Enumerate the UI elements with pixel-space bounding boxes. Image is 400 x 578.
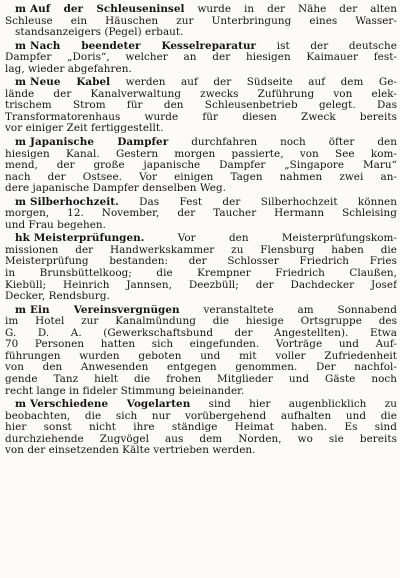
article-line: von den Anwesenden entgegen genommen. Der nachfol- (5, 362, 397, 374)
article-line: vor einiger Zeit fertiggestellt. (5, 123, 164, 135)
article-marker: m (15, 137, 27, 149)
article-marker: m (15, 399, 27, 411)
article-text: Das Fest der Silberhochzeit können (118, 196, 397, 208)
article-marker: m (15, 4, 27, 15)
article-line (5, 4, 397, 16)
article-heading: Silberhochzeit. (30, 196, 119, 208)
article-line: und Frau begehen. (5, 219, 106, 231)
article-heading: Auf der Schleuseninsel (30, 4, 185, 15)
article-line: beobachten, die sich nur vorübergehend aufhalten und die (5, 410, 397, 422)
article-line: hiesigen Kanal. Gestern morgen passierte, von See kom- (5, 148, 397, 160)
article-line (5, 399, 397, 411)
article-neue-kabel (5, 77, 397, 135)
article-vereinsvergnuegen (5, 305, 397, 397)
article-japanische-dampfer (5, 137, 397, 195)
article-kesselreparatur (5, 41, 397, 76)
article-silberhochzeit (5, 197, 397, 232)
article-line (5, 233, 397, 245)
article-line: lände der Kanalverwaltung zwecks Zuführung von elek- (5, 88, 397, 100)
article-marker: m (15, 77, 27, 89)
article-text: veranstaltete am Sonnabend (179, 304, 397, 316)
article-marker: m (15, 196, 27, 208)
article-text: Vor den Meisterprüfungskom- (144, 233, 397, 245)
article-line: trischem Strom für den Schleusenbetrieb gelegt. Das (5, 100, 397, 112)
article-line (5, 77, 397, 89)
article-line: Schleuse ein Häuschen zur Unterbringung eines Wasser- (5, 15, 397, 27)
article-line: Transformatorenhaus wurde für diesen Zweck bereits (5, 111, 397, 123)
article-heading: Neue Kabel (30, 77, 111, 89)
article-line: mend, der große japanische Dampfer „Singapore Maru“ (5, 160, 397, 172)
article-text: sind hier augenblicklich zu (190, 399, 397, 411)
article-text: ist der deutsche (256, 40, 397, 52)
article-line: standsanzeigers (Pegel) erbaut. (15, 27, 184, 39)
article-line: Kiebüll; Heinrich Jannsen, Deezbüll; der Dachdecker Josef (5, 279, 397, 291)
article-line (5, 197, 397, 209)
article-line: dere japanische Dampfer denselben Weg. (5, 183, 227, 195)
article-heading: Verschiedene Vogelarten (30, 399, 191, 411)
article-schleuseninsel (5, 4, 397, 39)
article-line: lag, wieder abgefahren. (5, 63, 132, 75)
article-line: Meisterprüfung bestanden: der Schlosser Friedrich Fries (5, 256, 397, 268)
article-line: morgen, 12. November, der Taucher Hermann Schleising (5, 208, 397, 220)
article-line (5, 137, 397, 149)
article-line: von der einsetzenden Kälte vertrieben werden. (5, 445, 256, 457)
article-meisterpruefungen (5, 233, 397, 302)
article-heading: Japanische Dampfer (30, 137, 169, 149)
article-text: werden auf der Südseite auf dem Ge- (110, 77, 397, 89)
article-line: in Brunsbüttelkoog; die Krempner Friedrich Claußen, (5, 268, 397, 280)
article-line: führungen wurden geboten und mit voller Zufriedenheit (5, 350, 397, 362)
article-line: nach der Ostsee. Vor einigen Tagen nahmen zwei an- (5, 171, 397, 183)
article-line: recht lange in fideler Stimmung beieinander. (5, 385, 245, 397)
article-line: durchziehende Zugvögel aus dem Norden, wo sie bereits (5, 433, 397, 445)
article-text: durchfahren noch öfter den (168, 137, 397, 149)
article-line: gende Tanz hielt die frohen Mitglieder und Gäste noch (5, 373, 397, 385)
article-heading: Meisterprüfungen. (33, 233, 145, 245)
article-line: Dampfer „Doris“, welcher an der hiesigen Kaimauer fest- (5, 52, 397, 64)
article-vogelarten (5, 399, 397, 457)
article-line: im Hotel zur Kanalmündung die hiesige Ortsgruppe des (5, 316, 397, 328)
article-heading: Nach beendeter Kesselreparatur (30, 40, 257, 52)
article-line: 70 Personen hatten sich eingefunden. Vorträge und Auf- (5, 339, 397, 351)
article-line: missionen der Handwerkskammer zu Flensburg haben die (5, 244, 397, 256)
article-line: G. D. A. (Gewerkschaftsbund der Angestellten). Etwa (5, 327, 397, 339)
article-marker: m (15, 40, 27, 52)
article-line (5, 41, 397, 53)
article-line (5, 305, 397, 317)
article-marker: hk (15, 233, 30, 245)
article-text: wurde in der Nähe der alten (184, 4, 397, 15)
article-heading: Ein Vereinsvergnügen (30, 304, 180, 316)
article-line: hier sonst nicht ihre ständige Heimat haben. Es sind (5, 422, 397, 434)
article-line: Decker, Rendsburg. (5, 291, 110, 303)
article-marker: m (15, 304, 27, 316)
